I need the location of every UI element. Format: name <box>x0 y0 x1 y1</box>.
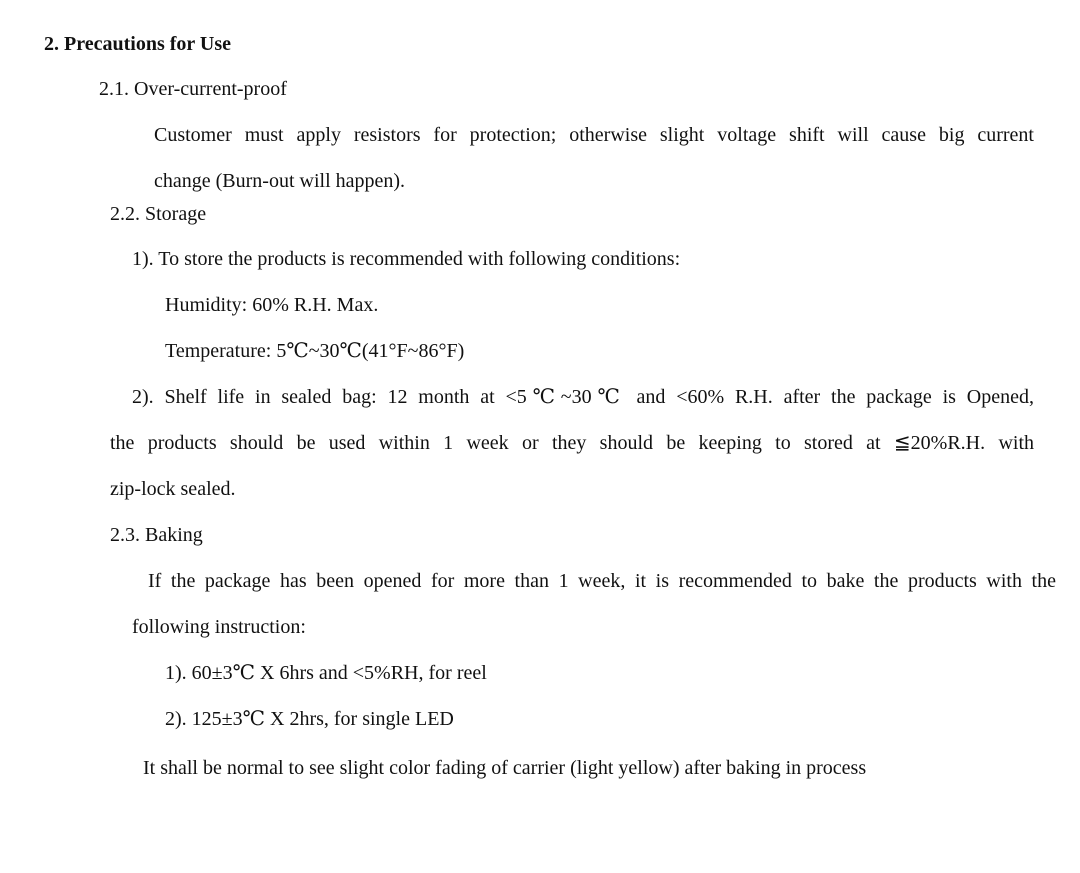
storage-item-1: 1). To store the products is recommended with following conditions: <box>132 248 681 270</box>
storage-item-2-line-2: the products should be used within 1 week or they should be keeping to stored at ≦20%R.H. with <box>110 432 1034 454</box>
baking-step-2: 2). 125±3℃ X 2hrs, for single LED <box>165 708 454 730</box>
over-current-text-line-1: Customer must apply resistors for protection; otherwise slight voltage shift will cause big current <box>154 124 1034 146</box>
storage-item-2-line-3: zip-lock sealed. <box>110 478 236 500</box>
subsection-heading-baking: 2.3. Baking <box>110 524 203 546</box>
section-title: 2. Precautions for Use <box>44 33 232 55</box>
storage-temperature: Temperature: 5℃~30℃(41°F~86°F) <box>165 340 465 362</box>
storage-humidity: Humidity: 60% R.H. Max. <box>165 294 379 316</box>
baking-intro-line-2: following instruction: <box>132 616 306 638</box>
over-current-text-line-2: change (Burn-out will happen). <box>154 170 406 192</box>
baking-note: It shall be normal to see slight color fading of carrier (light yellow) after baking in process <box>143 757 867 779</box>
storage-item-2-line-1: 2). Shelf life in sealed bag: 12 month at <5℃~30℃ and <60% R.H. after the package is Opened, <box>132 386 1034 408</box>
baking-step-1: 1). 60±3℃ X 6hrs and <5%RH, for reel <box>165 662 487 684</box>
subsection-heading-over-current: 2.1. Over-current-proof <box>99 78 287 100</box>
baking-intro-line-1: If the package has been opened for more than 1 week, it is recommended to bake the products with the <box>148 570 1056 592</box>
subsection-heading-storage: 2.2. Storage <box>110 203 207 225</box>
